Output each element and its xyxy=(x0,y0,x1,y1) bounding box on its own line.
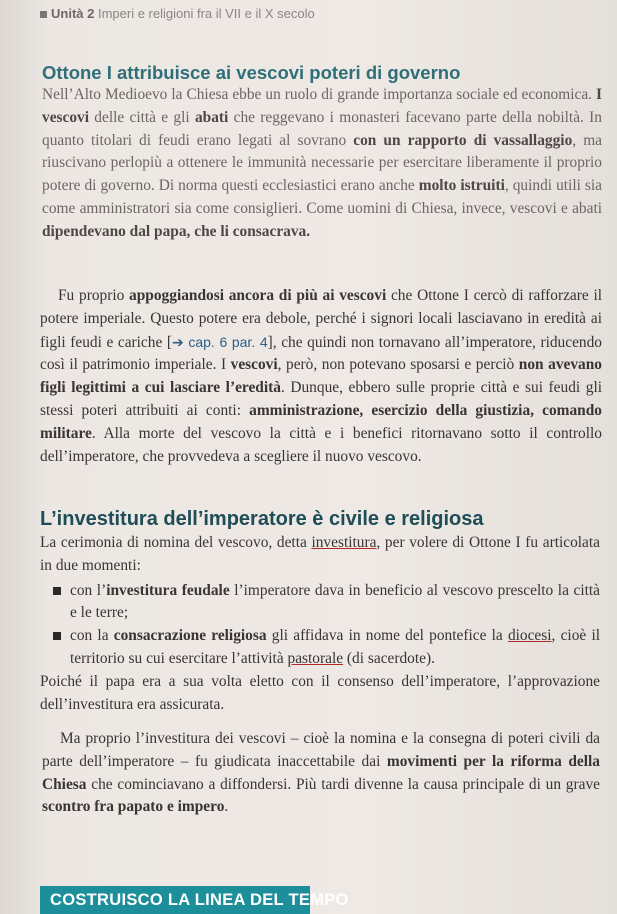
text-run: , per volere di Ottone I fu articolata in due momenti: xyxy=(40,534,600,574)
timeline-activity-banner[interactable]: COSTRUISCO LA LINEA DEL TEMPO xyxy=(40,886,310,914)
text-run: . Alla morte del vescovo la città e i benefici ritornavano sotto il controllo dell’imperatore, che provvedeva a scegliere il nuovo vescovo. xyxy=(40,424,602,465)
paragraph-1 xyxy=(42,84,602,244)
cross-reference-link[interactable]: ➔ cap. 6 par. 4 xyxy=(172,333,268,350)
text-run: Ma proprio l’investitura dei vescovi – cioè la nomina e la consegna di poteri civili da parte dell’imperatore – fu giudicata inaccettabile dai xyxy=(42,730,600,770)
paragraph-3 xyxy=(40,532,600,716)
text-run: . Dunque, ebbero sulle proprie città e sui feudi gli stessi poteri attribuiti ai conti: xyxy=(40,379,602,419)
glossary-term-pastorale[interactable]: pastorale xyxy=(287,649,344,667)
bold-run: scontro fra papato e impero xyxy=(42,798,225,816)
text-run: La cerimonia di nomina del vescovo, detta xyxy=(40,534,312,551)
text-run: che reggevano i monasteri facevano parte della nobiltà. In quanto titolari di feudi erano legati al sovrano xyxy=(42,108,603,149)
text-run: con la xyxy=(70,627,114,645)
text-run: l’imperatore dava in beneficio al vescovo prescelto la città e le terre; xyxy=(70,581,600,622)
paragraph-3-intro xyxy=(40,532,600,578)
text-run: gli affidava in nome del pontefice la xyxy=(266,627,508,645)
text-run: Nell’Alto Medioevo la Chiesa ebbe un ruolo di grande importanza sociale ed economica. xyxy=(42,86,596,103)
bold-run: dipendevano dal papa, che li consacrava. xyxy=(42,222,311,240)
text-run: con l’ xyxy=(70,581,107,599)
text-run: , ma riuscivano perlopiù a ottenere le immunità necessarie per esercitare liberamente il proprio potere di governo. Di norma questi ecclesiastici erano anche xyxy=(42,131,603,195)
list-item xyxy=(40,625,600,671)
paragraph-3-end: Poiché il papa era a sua volta eletto con il consenso dell’imperatore, l’approvazione dell’investitura era assicurata. xyxy=(40,672,600,713)
bold-run: non avevano figli legittimi a cui lasciare l’eredità xyxy=(40,356,602,397)
bold-run: consacrazione religiosa xyxy=(113,627,267,645)
bullet-square-icon xyxy=(53,587,61,595)
text-run: Fu proprio xyxy=(58,287,130,304)
text-run: , quindi utili sia come amministratori sia come consiglieri. Come uomini di Chiesa, invece, vescovi e abati xyxy=(42,177,602,217)
section-title-vescovi: Ottone I attribuisce ai vescovi poteri di governo xyxy=(42,62,461,83)
bold-run: con un rapporto di vassallaggio xyxy=(353,131,573,149)
paragraph-2 xyxy=(40,285,602,468)
text-run: . xyxy=(224,798,229,816)
text-run: , però, non potevano sposarsi e perciò xyxy=(277,356,519,374)
section-title-investitura: L’investitura dell’imperatore è civile e religiosa xyxy=(40,508,484,530)
bullet-list xyxy=(40,580,600,671)
unit-label: Unità 2 xyxy=(51,6,95,21)
text-run: ], che quindi non tornavano all’imperatore, riducendo così il patrimonio imperiale. I xyxy=(40,333,602,374)
glossary-term-investitura[interactable]: investitura xyxy=(311,534,377,551)
bold-run: appoggiandosi ancora di più ai vescovi xyxy=(129,287,387,304)
bold-run: abati xyxy=(194,108,229,126)
bold-run: movimenti per la riforma della Chiesa xyxy=(42,752,600,793)
bold-run: amministrazione, esercizio della giustizia, comando militare xyxy=(40,401,602,442)
list-item xyxy=(40,580,600,626)
unit-subtitle: Imperi e religioni fra il VII e il X secolo xyxy=(97,6,315,21)
text-run: , cioè il territorio su cui esercitare l’attività xyxy=(70,627,600,667)
bold-run: vescovi xyxy=(230,356,278,374)
bold-run: I vescovi xyxy=(42,86,602,126)
paragraph-4 xyxy=(42,728,600,819)
text-run: delle città e gli xyxy=(89,108,195,126)
bold-run: molto istruiti xyxy=(418,177,505,195)
text-run: che Ottone I cercò di rafforzare il potere imperiale. Questo potere era debole, perché i signori locali lasciavano in eredità ai figli feudi e cariche [ xyxy=(40,287,602,351)
text-run: (di sacerdote). xyxy=(343,649,435,667)
header-bullet-icon xyxy=(40,11,47,18)
bold-run: investitura feudale xyxy=(106,581,230,599)
bullet-square-icon xyxy=(53,632,61,640)
running-header xyxy=(40,6,577,21)
text-run: che cominciavano a diffondersi. Più tardi divenne la causa principale di un grave xyxy=(86,775,600,793)
glossary-term-diocesi[interactable]: diocesi xyxy=(507,627,552,645)
